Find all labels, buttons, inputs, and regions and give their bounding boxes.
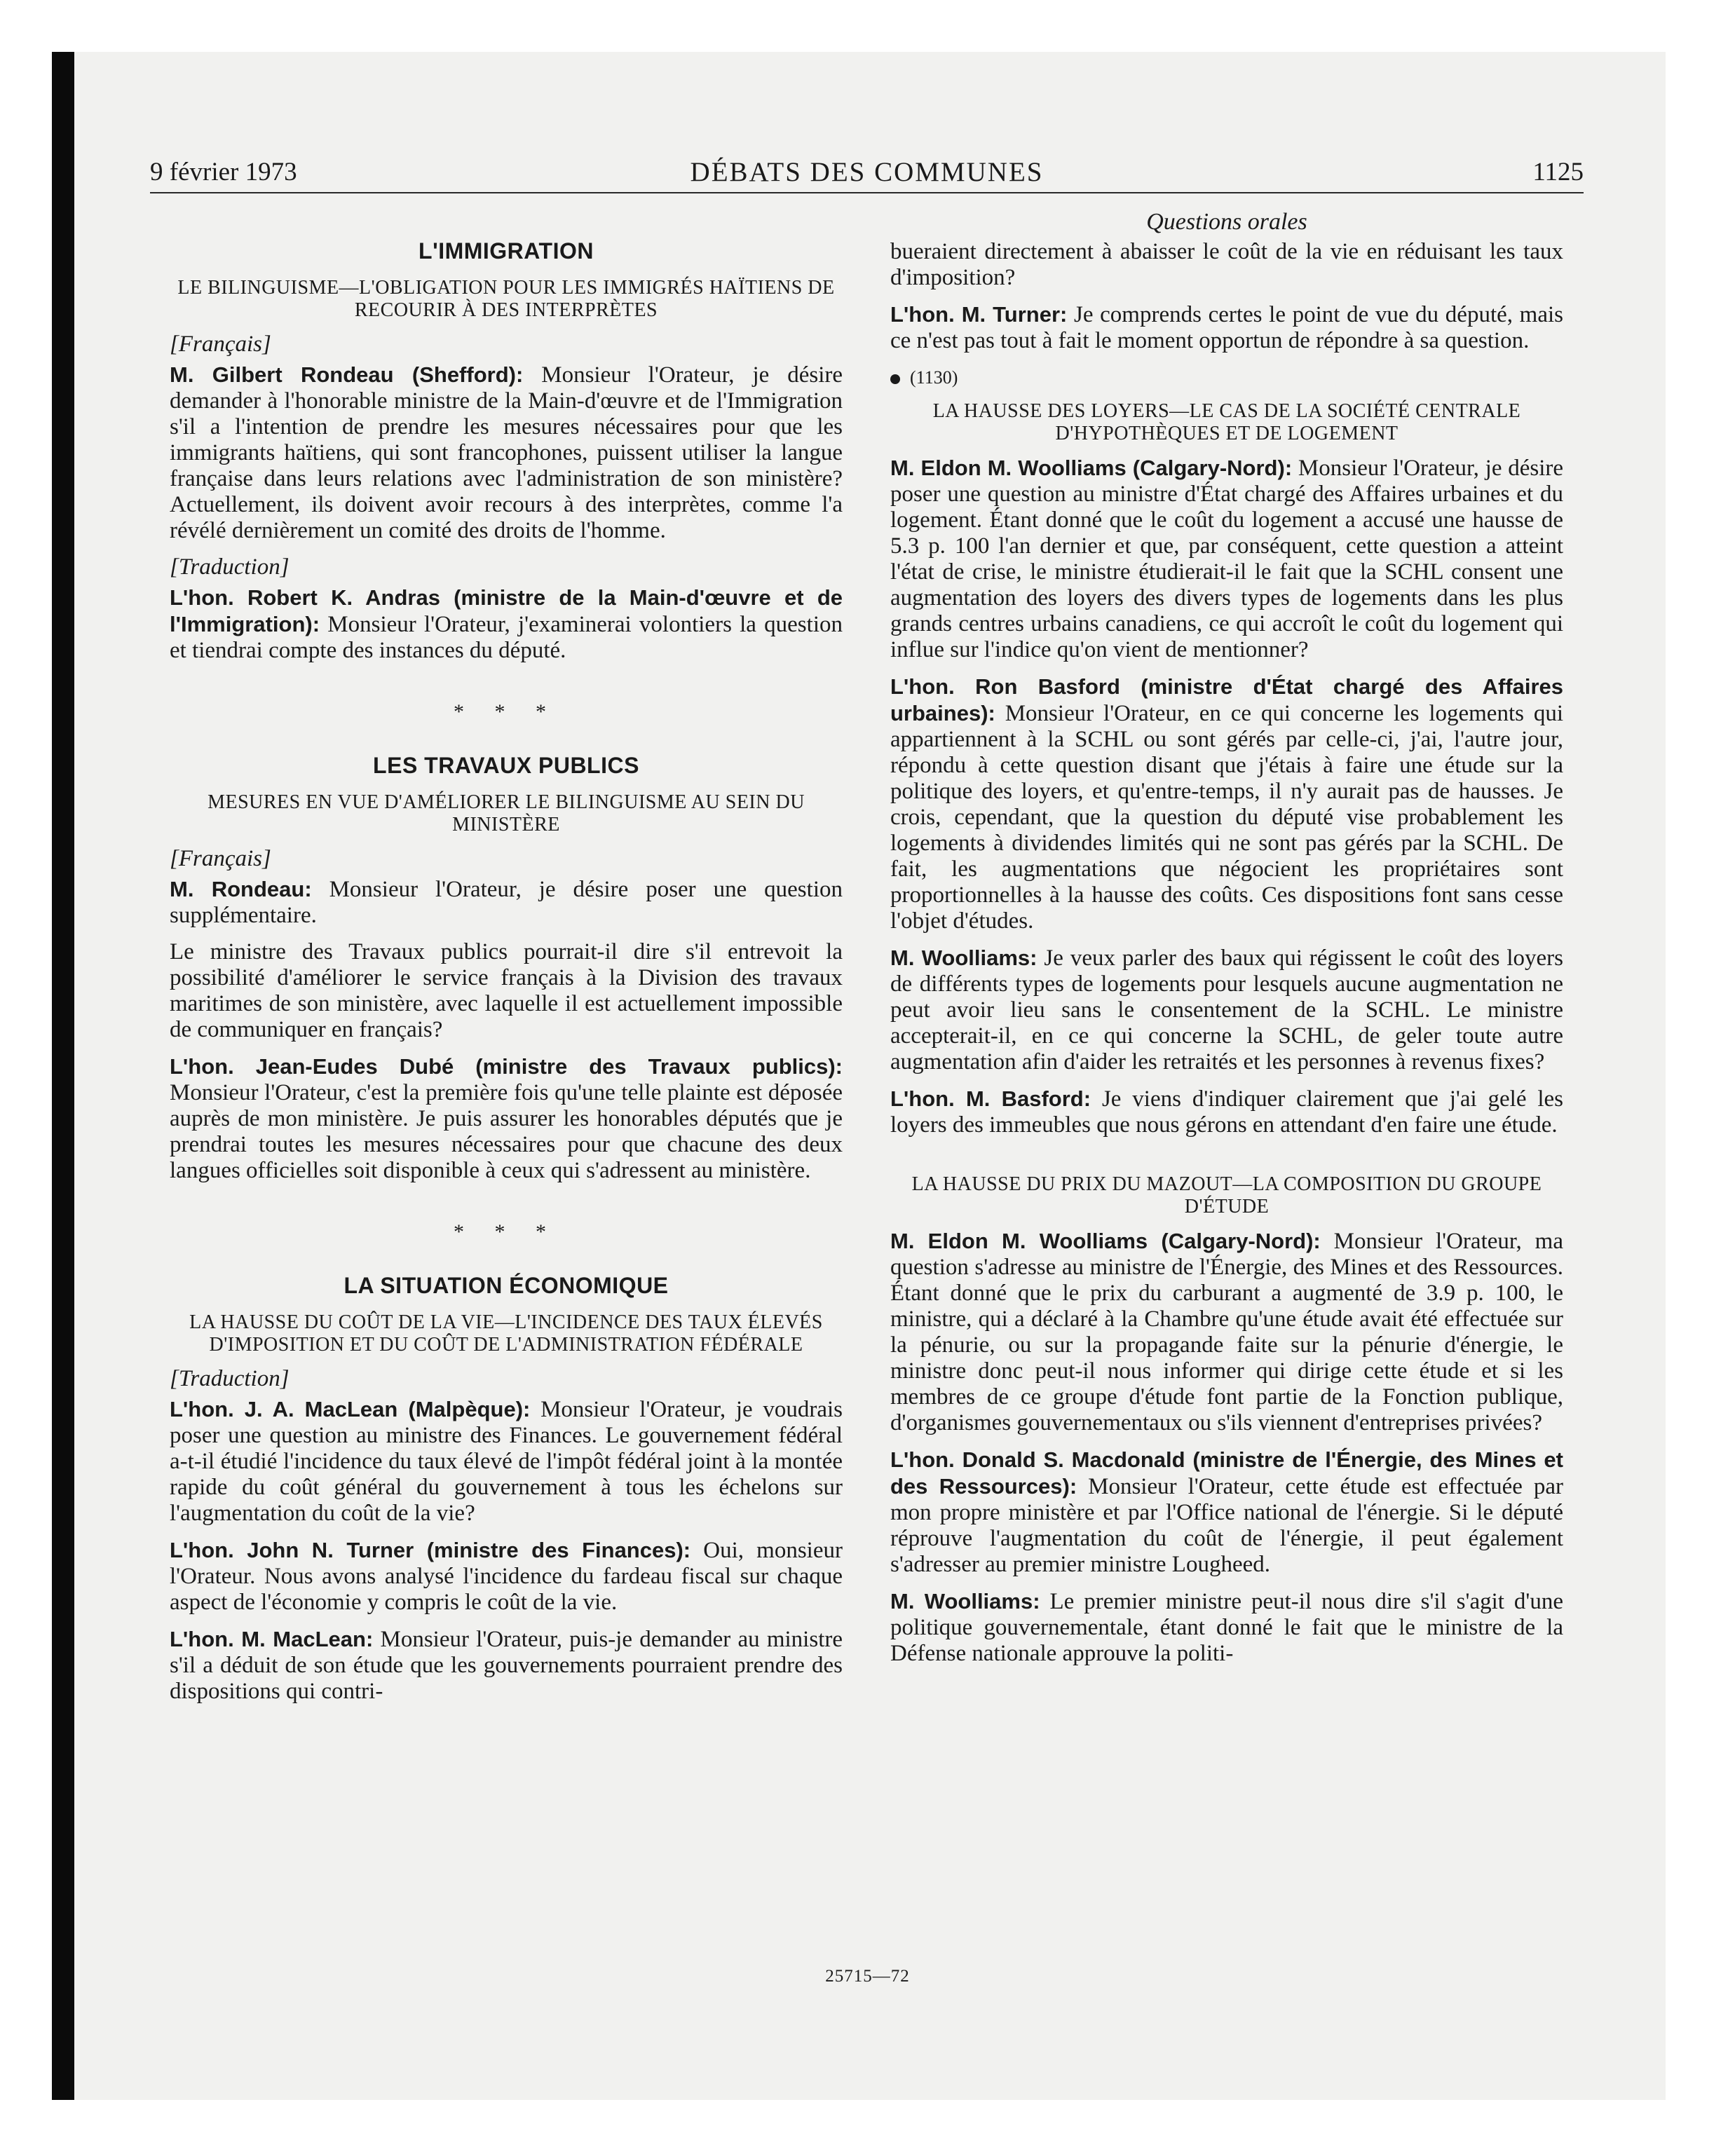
speech-text: Monsieur l'Orateur, je voudrais poser une question au ministre des Finances. Le gouvernement fédéral a-t-il étudié l'incidence du taux élevé de l'impôt fédéral joint à la montée rapide du coût général du gouvernement à tous les échelons sur l'augmentation du coût de la vie? <box>170 1397 843 1526</box>
section-divider: * * * <box>454 1220 559 1243</box>
speech-text: Monsieur l'Orateur, ma question s'adresse au ministre de l'Énergie, des Mines et des Ressources. Étant donné que le prix du carburant a augmenté de 3.9 p. 100, le ministre, qui a déclaré à la Chambre qu'une étude avait été effectuée sur la pénurie, ou sur la propagande faite sur la pénurie d'énergie, le ministre donc peut-il nous informer qui dirige cette étude et si les membres de ce groupe d'étude font partie de la Fonction publique, d'organismes gouvernementaux ou s'ils viennent d'entreprises privées? <box>890 1229 1563 1435</box>
speech-paragraph <box>170 1053 843 1184</box>
page-footer: 25715—72 <box>825 1967 910 1986</box>
speech-text: Monsieur l'Orateur, je désire demander à l'honorable ministre de la Main-d'œuvre et de l'Immigration s'il a l'intention de prendre les mesures nécessaires pour que les immigrants haïtiens, qui sont francophones, puissent utiliser la langue française dans leurs relations avec l'administration de son ministère? Actuellement, ils doivent avoir recours à des interprètes, comme l'a révélé dernièrement un comité des droits de l'homme. <box>170 362 843 543</box>
speaker-name: M. Woolliams: <box>890 1589 1040 1613</box>
speaker-name: L'hon. Donald S. Macdonald (ministre de l'Énergie, des Mines et des Ressources): <box>890 1447 1563 1499</box>
speech-paragraph <box>890 945 1563 1075</box>
language-marker: [Français] <box>170 332 271 357</box>
speaker-name: L'hon. John N. Turner (ministre des Finances): <box>170 1538 691 1562</box>
speech-paragraph <box>890 1228 1563 1436</box>
speaker-name: L'hon. Jean-Eudes Dubé (ministre des Travaux publics): <box>170 1054 843 1079</box>
speaker-name: L'hon. Robert K. Andras (ministre de la Main-d'œuvre et de l'Immigration): <box>170 585 843 636</box>
speech-text: Je comprends certes le point de vue du député, mais ce n'est pas tout à fait le moment opportun de répondre à sa question. <box>890 302 1563 353</box>
speech-text: Monsieur l'Orateur, puis-je demander au ministre s'il a déduit de son étude que les gouvernements pourraient prendre des dispositions qui contri- <box>170 1627 843 1704</box>
speech-paragraph <box>170 1396 843 1527</box>
speaker-name: M. Gilbert Rondeau (Shefford): <box>170 362 524 387</box>
speech-text: Monsieur l'Orateur, cette étude est effectuée par mon propre ministère et par l'Office national de l'énergie. Si le député réprouve l'augmentation du coût de l'énergie, il peut également s'adresser au premier ministre Lougheed. <box>890 1474 1563 1577</box>
speaker-name: M. Eldon M. Woolliams (Calgary-Nord): <box>890 456 1293 480</box>
right-column <box>890 203 1563 1677</box>
speech-text: Monsieur l'Orateur, je désire poser une question au ministre d'État chargé des Affaires urbaines et du logement. Étant donné que le coût du logement a accusé une hausse de 5.3 p. 100 l'an dernier et que, par conséquent, cette question a atteint l'état de crise, le ministre étudierait-il le fait que la SCHL consent une augmentation des loyers des divers types de logements dans les plus grands centres urbains canadiens, ce qui accroît le coût du logement qui influe sur l'indice qu'on vient de mentionner? <box>890 456 1563 662</box>
header-date: 9 février 1973 <box>150 158 297 186</box>
speech-paragraph <box>170 1626 843 1705</box>
section-subtitle: MESURES EN VUE D'AMÉLIORER LE BILINGUISME AU SEIN DU MINISTÈRE <box>207 791 805 835</box>
bullet-icon <box>890 374 900 384</box>
section-subtitle: LA HAUSSE DES LOYERS—LE CAS DE LA SOCIÉTÉ CENTRALE D'HYPOTHÈQUES ET DE LOGEMENT <box>932 400 1521 444</box>
speech-text: Monsieur l'Orateur, c'est la première fois qu'une telle plainte est déposée auprès de mon ministère. Je puis assurer les honorables députés que je prendrai toutes les mesures nécessaires pour que chacune des deux langues officielles soit disponible à ceux qui s'adressent au ministère. <box>170 1080 843 1183</box>
section-title: LES TRAVAUX PUBLICS <box>373 753 639 778</box>
speech-text: Monsieur l'Orateur, en ce qui concerne les logements qui appartiennent à la SCHL ou sont gérés par celle-ci, j'ai, l'autre jour, répondu à cette question disant que j'étais à faire une étude sur la politique des loyers, et qu'entre-temps, il n'y aurait pas de hausses. Je crois, cependant, que la question du député vise probablement les logements à dividendes limités qui ne sont pas gérés par la SCHL. De fait, les augmentations que négocient les propriétaires sont proportionnelles à la hausse des coûts. Ces dispositions font sans cesse l'objet d'études. <box>890 701 1563 934</box>
speech-text: Je veux parler des baux qui régissent le coût des loyers de différents types de logements pour lesquels aucune augmentation ne peut avoir lieu sans le consentement de la SCHL. Le ministre accepterait-il, en ce qui concerne la SCHL, de geler toute autre augmentation afin d'aider les retraités et les personnes à revenus fixes? <box>890 946 1563 1074</box>
page-number: 1125 <box>1532 158 1584 186</box>
running-head: Questions orales <box>1146 209 1307 235</box>
speech-text: Je viens d'indiquer clairement que j'ai gelé les loyers des immeubles que nous gérons en attendant d'en faire une étude. <box>890 1086 1564 1138</box>
speech-text: Oui, monsieur l'Orateur. Nous avons analysé l'incidence du fardeau fiscal sur chaque aspect de l'économie y compris le coût de la vie. <box>170 1538 843 1615</box>
speech-paragraph <box>890 1588 1563 1667</box>
section-subtitle: LA HAUSSE DU COÛT DE LA VIE—L'INCIDENCE DES TAUX ÉLEVÉS D'IMPOSITION ET DU COÛT DE L'ADMINISTRATION FÉDÉRALE <box>189 1311 823 1356</box>
section-subtitle: LE BILINGUISME—L'OBLIGATION POUR LES IMMIGRÉS HAÏTIENS DE RECOURIR À DES INTERPRÈTES <box>177 277 835 321</box>
time-stamp: (1130) <box>910 367 958 388</box>
section-subtitle: LA HAUSSE DU PRIX DU MAZOUT—LA COMPOSITION DU GROUPE D'ÉTUDE <box>911 1173 1542 1217</box>
speaker-name: M. Eldon M. Woolliams (Calgary-Nord): <box>890 1229 1321 1253</box>
speaker-name: L'hon. M. Basford: <box>890 1086 1091 1111</box>
speech-paragraph <box>170 1537 843 1616</box>
speech-paragraph <box>890 301 1563 354</box>
section-title: L'IMMIGRATION <box>419 238 594 264</box>
speech-paragraph <box>170 362 843 544</box>
speaker-name: M. Woolliams: <box>890 946 1037 970</box>
language-marker: [Traduction] <box>170 554 290 580</box>
speech-paragraph: bueraient directement à abaisser le coût de la vie en réduisant les taux d'imposition? <box>890 239 1563 290</box>
speech-paragraph <box>890 1086 1563 1138</box>
speaker-name: L'hon. M. Turner: <box>890 302 1068 327</box>
language-marker: [Traduction] <box>170 1366 290 1391</box>
section-title: LA SITUATION ÉCONOMIQUE <box>343 1273 669 1298</box>
time-marker <box>890 364 1563 390</box>
left-column <box>170 203 843 1715</box>
speech-text: Monsieur l'Orateur, j'examinerai volontiers la question et tiendrai compte des instances du député. <box>170 612 843 663</box>
speech-text: Le premier ministre peut-il nous dire s'il s'agit d'une politique gouvernementale, étant donné le fait que le ministre de la Défense nationale approuve la politi- <box>890 1589 1563 1666</box>
speech-paragraph: Le ministre des Travaux publics pourrait-il dire s'il entrevoit la possibilité d'améliorer le service français à la Division des travaux maritimes de son ministère, avec laquelle il est actuellement impossible de communiquer en français? <box>170 939 843 1042</box>
header-title: DÉBATS DES COMMUNES <box>690 157 1044 187</box>
speaker-name: L'hon. Ron Basford (ministre d'État chargé des Affaires urbaines): <box>890 674 1563 725</box>
speech-paragraph <box>890 674 1563 934</box>
section-divider: * * * <box>454 700 559 723</box>
language-marker: [Français] <box>170 846 271 871</box>
page-header <box>150 156 1584 193</box>
speaker-name: L'hon. J. A. MacLean (Malpèque): <box>170 1397 531 1421</box>
speaker-name: L'hon. M. MacLean: <box>170 1627 374 1651</box>
speech-text: Monsieur l'Orateur, je désire poser une question supplémentaire. <box>170 877 843 928</box>
speech-paragraph <box>170 876 843 929</box>
speech-paragraph <box>890 1447 1563 1578</box>
speech-paragraph <box>170 585 843 664</box>
speaker-name: M. Rondeau: <box>170 877 312 901</box>
speech-paragraph <box>890 455 1563 663</box>
scan-edge <box>52 52 74 2100</box>
